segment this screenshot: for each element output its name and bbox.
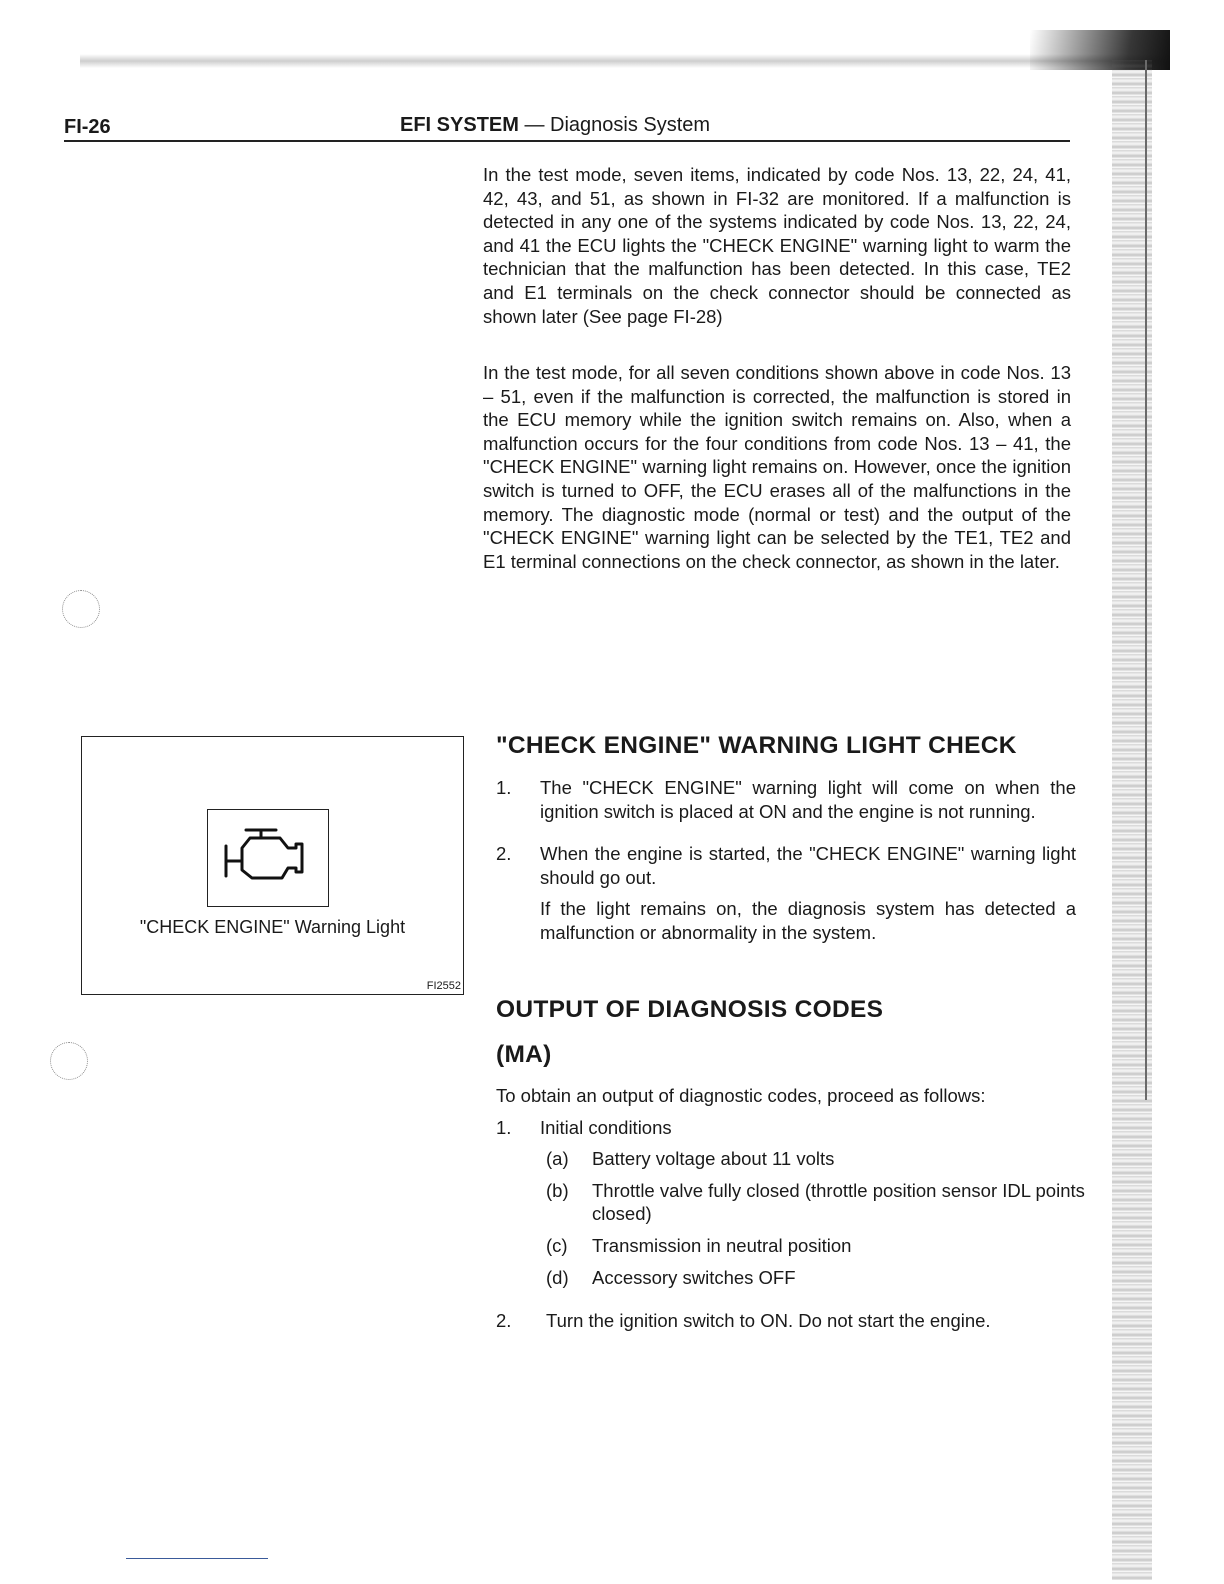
figure-box (81, 736, 464, 995)
header-title-rest: — Diagnosis System (518, 114, 711, 136)
header-rule (64, 140, 1070, 142)
list-item-text: Turn the ignition switch to ON. Do not start the engine. (546, 1310, 991, 1332)
condition-label: (c) (546, 1234, 568, 1256)
intro-paragraph-2: In the test mode, for all seven conditions shown above in code Nos. 13 – 51, even if the malfunction is corrected, the malfunction is stored in the ECU memory while the ignition switch remains on. Also, when a malfunction occurs for the four conditions from code Nos. 13 – 41, the "CHECK ENGINE" warning light remains on. However, once the ignition switch is turned to OFF, the ECU erases all of the malfunctions in the memory. The diagnostic mode (normal or test) and the output of the "CHECK ENGINE" warning light can be selected by the TE1, TE2 and E1 terminal connections on the check connector, as shown in the later. (483, 362, 1071, 572)
list-note (496, 897, 1076, 944)
list-item-text: Initial conditions (540, 1116, 672, 1138)
output-steps (496, 1084, 1086, 1333)
condition-item (546, 1147, 1086, 1171)
list-item-number: 1. (496, 777, 512, 798)
list-item-number: 2. (496, 1310, 512, 1332)
list-item-number: 1. (496, 1116, 512, 1138)
section-title-output-line2: (MA) (496, 1041, 552, 1068)
section-title-check-engine: "CHECK ENGINE" WARNING LIGHT CHECK (496, 732, 1017, 759)
list-item-text: When the engine is started, the "CHECK ENGINE" warning light should go out. (540, 843, 1076, 888)
condition-label: (d) (546, 1266, 569, 1288)
condition-label: (b) (546, 1179, 569, 1201)
list-item (496, 1309, 1086, 1333)
list-item-text: The "CHECK ENGINE" warning light will come on when the ignition switch is placed at ON and the engine is not running. (540, 777, 1076, 822)
list-item-number: 2. (496, 843, 512, 865)
condition-text: Accessory switches OFF (592, 1266, 796, 1288)
intro-paragraph-1: In the test mode, seven items, indicated by code Nos. 13, 22, 24, 41, 42, 43, and 51, as shown in FI-32 are monitored. If a malfunction is detected in any one of the systems indicated by code Nos. 13, 22, 24, and 41 the ECU lights the "CHECK ENGINE" warning light to warm the technician that the malfunction has been detected. In this case, TE2 and E1 terminals on the check connector should be connected as shown later (See page FI-28) (483, 164, 1071, 327)
condition-item (546, 1179, 1086, 1226)
list-note-text: If the light remains on, the diagnosis system has detected a malfunction or abnormality in the system. (540, 898, 1076, 943)
condition-text: Transmission in neutral position (592, 1234, 852, 1256)
check-engine-icon (222, 824, 314, 890)
binder-hole-mark (62, 590, 100, 628)
figure-caption: "CHECK ENGINE" Warning Light (139, 917, 406, 937)
condition-item (546, 1266, 1086, 1290)
conditions-list (496, 1147, 1086, 1289)
binder-hole-mark (50, 1042, 88, 1080)
condition-label: (a) (546, 1148, 569, 1170)
bottom-rule (126, 1558, 268, 1559)
check-engine-steps (496, 776, 1076, 945)
check-engine-icon-frame (207, 809, 329, 907)
scan-edge-line (1145, 60, 1147, 1100)
list-item (496, 1116, 1086, 1140)
header-title-bold: EFI SYSTEM (400, 114, 519, 136)
figure-code: FI2552 (426, 980, 461, 992)
list-item (496, 842, 1076, 889)
output-intro: To obtain an output of diagnostic codes, proceed as follows: (496, 1085, 986, 1106)
section-title-output-line1: OUTPUT OF DIAGNOSIS CODES (496, 996, 884, 1023)
scan-shadow-top (80, 54, 1170, 68)
condition-text: Throttle valve fully closed (throttle position sensor IDL points closed) (592, 1179, 1085, 1225)
list-item (496, 776, 1076, 823)
condition-text: Battery voltage about 11 volts (592, 1148, 835, 1170)
page-number: FI-26 (64, 116, 111, 138)
page-header-title (400, 114, 710, 137)
condition-item (546, 1234, 1086, 1258)
